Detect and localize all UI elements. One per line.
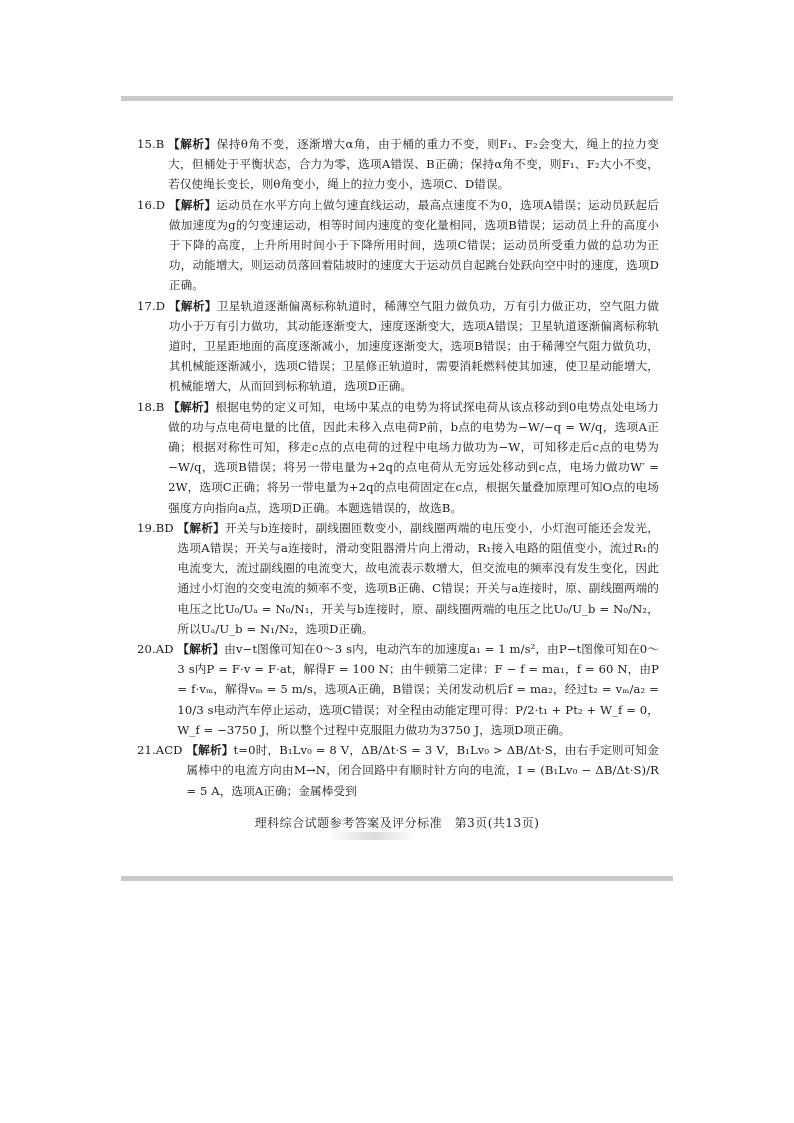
item-text: 保持θ角不变，逐渐增大α角，由于桶的重力不变，则F₁、F₂会变大，绳上的拉力变大，但桶处于平衡状态，合力为零，选项A错误、B正确；保持α角不变，则F₁、F₂大小不变，若仅使绳长变长，则θ角变小，绳上的拉力变小，选项C、D错误。 xyxy=(168,137,659,192)
answer-item-18 xyxy=(137,397,659,518)
answer-item-20 xyxy=(137,639,659,740)
analysis-tag: 【解析】 xyxy=(168,137,217,151)
analysis-tag: 【解析】 xyxy=(186,743,234,758)
answer-item-16 xyxy=(137,195,659,296)
analysis-tag: 【解析】 xyxy=(168,298,217,313)
item-number: 16.D xyxy=(137,197,169,212)
answer-explanations xyxy=(137,134,659,801)
item-text: 由v−t图像可知在0～3 s内，电动汽车的加速度a₁ = 1 m/s²，由P−t图像可知在0～3 s内P = F·v = F·at，解得F = 100 N；由牛顿第二定律：F − f = ma₁，f = 60 N，由P = f·vₘ，解得vₘ = 5 m/s，选项A正确，B错误；关闭发动机后f = ma₂，经过t₂ = vₘ/a₂ = 10/3 s电动汽车停止运动，选项C错误；对全程由动能定理可得：P/2·t₁ + Pt₂ + W_f = 0，W_f = −3750 J，所以整个过程中克服阻力做功为3750 J，选项D项正确。 xyxy=(177,642,659,737)
item-number: 20.AD xyxy=(137,642,178,657)
answer-item-21 xyxy=(137,740,659,801)
item-text: 运动员在水平方向上做匀速直线运动，最高点速度不为0，选项A错误；运动员跃起后做加速度为g的匀变速运动，相等时间内速度的变化量相同，选项B错误；运动员上升的高度小于下降的高度，上升所用时间小于下降所用时间，选项C错误；运动员所受重力做的总功为正功，动能增大，则运动员落回着陆坡时的速度大于运动员自起跳台处跃向空中时的速度，选项D正确。 xyxy=(168,197,659,293)
answer-item-17 xyxy=(137,296,659,397)
analysis-tag: 【解析】 xyxy=(177,520,225,535)
item-text: t=0时，B₁Lv₀ = 8 V，ΔB/Δt·S = 3 V，B₁Lv₀ > ΔB/Δt·S，由右手定则可知金属棒中的电流方向由M→N，闭合回路中有顺时针方向的电流，I = (B₁Lv₀ − ΔB/Δt·S)/R = 5 A，选项A正确；金属棒受到 xyxy=(186,743,659,798)
item-number: 15.B xyxy=(137,137,169,151)
item-text: 开关与b连接时，副线圈匝数变小，副线圈两端的电压变小，小灯泡可能还会发光，选项A错误；开关与a连接时，滑动变阻器滑片向上滑动，R₁接入电路的阻值变小，流过R₁的电流变大，流过副线圈的电流变大，故电流表示数增大，但交流电的频率没有发生变化，因此通过小灯泡的交变电流的频率不变，选项B正确、C错误；开关与a连接时，原、副线圈两端的电压之比U₀/Uₐ = N₀/N₁，开关与b连接时，原、副线圈两端的电压之比U₀/U_b = N₀/N₂，所以Uₐ/U_b = N₁/N₂，选项D正确。 xyxy=(177,520,660,636)
item-number: 18.B xyxy=(137,399,169,414)
item-number: 19.BD xyxy=(137,520,178,535)
analysis-tag: 【解析】 xyxy=(168,399,216,414)
answer-item-19 xyxy=(137,518,659,639)
item-text: 卫星轨道逐渐偏离标称轨道时，稀薄空气阻力做负功，万有引力做正功，空气阻力做功小于万有引力做功，其动能逐渐变大，速度逐渐变大，选项A错误；卫星轨道逐渐偏离标称轨道时，卫星距地面的高度逐渐减小，加速度逐渐变大，选项B错误；由于稀薄空气阻力做负功，其机械能逐渐减小，选项C错误；卫星修正轨道时，需要消耗燃料使其加速，使卫星动能增大，机械能增大，从而回到标称轨道，选项D正确。 xyxy=(168,298,659,394)
page-footer: 理科综合试题参考答案及评分标准 第3页(共13页) xyxy=(254,816,540,830)
answer-item-15 xyxy=(137,134,659,195)
item-number: 21.ACD xyxy=(137,743,187,758)
analysis-tag: 【解析】 xyxy=(177,642,225,657)
bottom-divider xyxy=(121,876,673,881)
scan-smudge xyxy=(328,832,418,840)
top-divider xyxy=(121,96,673,101)
analysis-tag: 【解析】 xyxy=(168,197,217,212)
item-text: 根据电势的定义可知，电场中某点的电势为将试探电荷从该点移动到0电势点处电场力做的功与点电荷电量的比值，因此未移入点电荷P前，b点的电势为−W/−q = W/q，选项A正确；根据对称性可知，移走c点的点电荷的过程中电场力做功为−W，可知移走后c点的电势为−W/q，选项B错误；将另一带电量为+2q的点电荷从无穷远处移动到c点，电场力做功W′ = 2W，选项C正确；将另一带电量为+2q的点电荷固定在c点，根据矢量叠加原理可知O点的电场强度方向指向a点，选项D正确。本题选错误的，故选B。 xyxy=(168,399,660,515)
item-number: 17.D xyxy=(137,298,169,313)
